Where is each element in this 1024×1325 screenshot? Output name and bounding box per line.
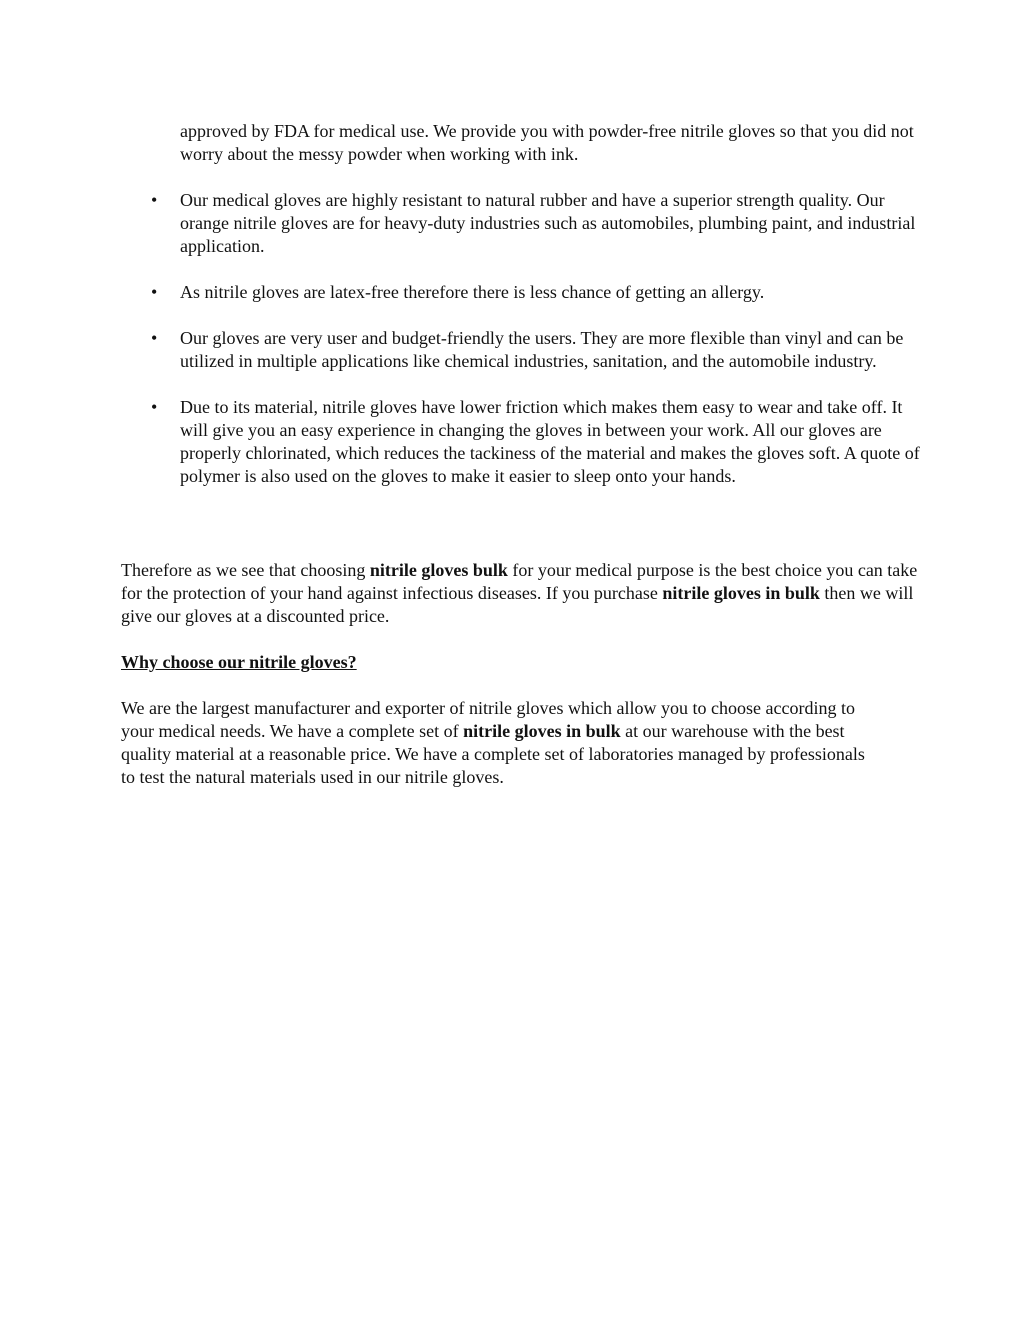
conclusion-text-3: then we will give our gloves at a discounted price. (121, 583, 914, 626)
bullet-marker: • (151, 397, 158, 417)
bullet-marker: • (151, 190, 158, 210)
keyword-nitrile-gloves-bulk: nitrile gloves bulk (369, 560, 508, 580)
conclusion-text-2: for your medical purpose is the best choice you can take for the protection of your hand against infectious diseases. If you purchase (121, 560, 918, 603)
manufacturer-text-1: We are the largest manufacturer and exporter of nitrile gloves which allow you to choose according to your medical needs. We have a complete set of (121, 698, 855, 741)
manufacturer-text-2: at our warehouse with the best quality material at a reasonable price. We have a complete set of laboratories managed by professionals to test the natural materials used in our nitrile gloves. (121, 721, 865, 787)
manufacturer-paragraph (121, 697, 881, 789)
continuation-text: approved by FDA for medical use. We provide you with powder-free nitrile gloves so that you did not worry about the messy powder when working with ink. (180, 121, 914, 164)
bullet-item (151, 189, 920, 258)
conclusion-paragraph (121, 559, 921, 628)
bullet-list (151, 189, 920, 511)
bullet-item (151, 327, 920, 373)
bullet-marker: • (151, 282, 158, 302)
bullet-item (151, 396, 920, 488)
conclusion-text-1: Therefore as we see that choosing (121, 560, 370, 580)
bullet-item (151, 281, 920, 304)
section-heading: Why choose our nitrile gloves? (121, 652, 357, 672)
bullet-text: Our gloves are very user and budget-friendly the users. They are more flexible than vinyl and can be utilized in multiple applications like chemical industries, sanitation, and the automobile industry. (180, 328, 904, 371)
bullet-text: Our medical gloves are highly resistant to natural rubber and have a superior strength quality. Our orange nitrile gloves are for heavy-duty industries such as automobiles, plumbing paint, and industrial application. (180, 190, 916, 256)
bullet-text: As nitrile gloves are latex-free therefore there is less chance of getting an allergy. (180, 282, 765, 302)
bullet-marker: • (151, 328, 158, 348)
bullet-text: Due to its material, nitrile gloves have lower friction which makes them easy to wear and take off. It will give you an easy experience in changing the gloves in between your work. All our gloves are properly chlorinated, which reduces the tackiness of the material and makes the gloves soft. A quote of polymer is also used on the gloves to make it easier to sleep onto your hands. (180, 397, 920, 486)
keyword-nitrile-gloves-in-bulk: nitrile gloves in bulk (463, 721, 621, 741)
keyword-nitrile-gloves-in-bulk: nitrile gloves in bulk (662, 583, 820, 603)
